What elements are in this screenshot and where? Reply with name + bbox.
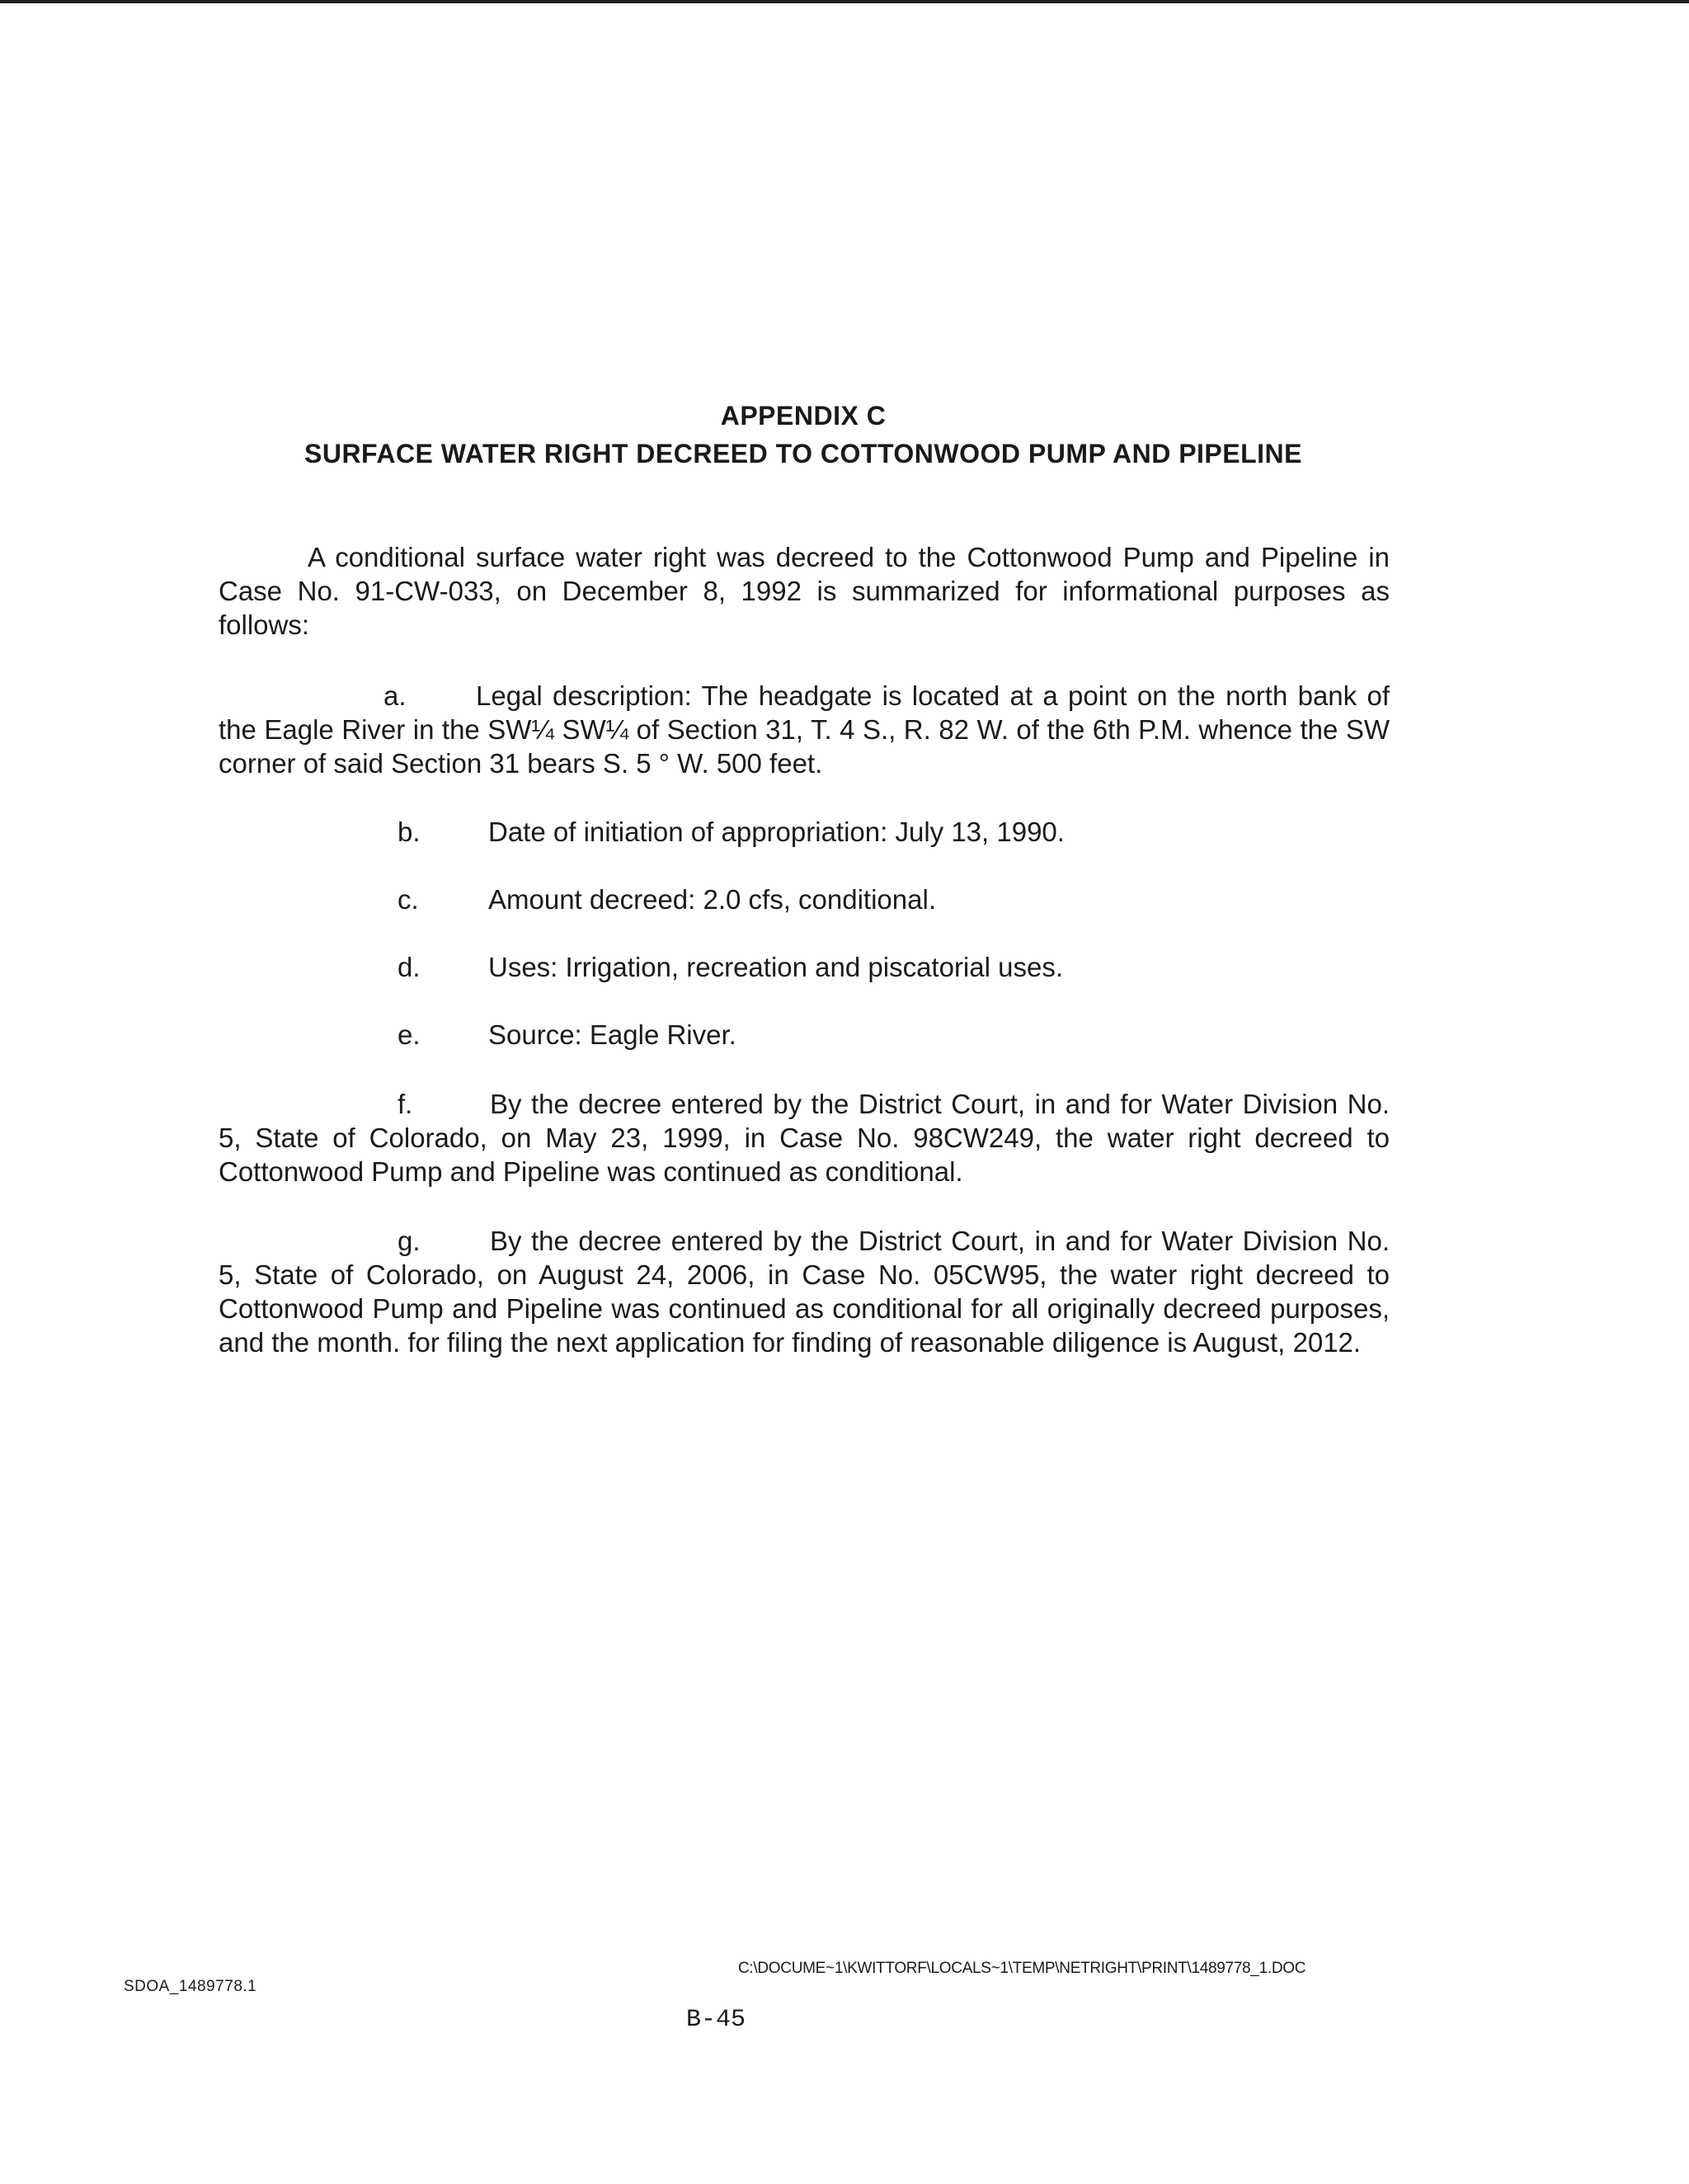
item-a-marker: a. [383,680,407,711]
item-b-marker: b. [398,817,421,847]
item-c [398,883,936,916]
item-e [398,1018,736,1052]
item-b-text: Date of initiation of appropriation: July 13, 1990. [488,817,1065,847]
item-f [219,1087,1390,1188]
item-d-marker: d. [398,952,421,982]
item-d [398,950,1063,984]
footer-file-path: C:\DOCUME~1\KWITTORF\LOCALS~1\TEMP\NETRIGHT\PRINT\1489778_1.DOC [738,1960,1306,1977]
appendix-subtitle: SURFACE WATER RIGHT DECREED TO COTTONWOOD PUMP AND PIPELINE [303,439,1302,468]
item-g-marker: g. [398,1226,421,1256]
intro-paragraph: A conditional surface water right was decreed to the Cottonwood Pump and Pipeline in Case No. 91-CW-033, on December 8, 1992 is summarized for informational purposes as follows: [219,542,1390,640]
top-border-rule [0,0,1689,3]
item-g [219,1224,1390,1359]
item-c-marker: c. [398,884,419,915]
item-d-text: Uses: Irrigation, recreation and piscatorial uses. [488,952,1063,982]
item-a [219,679,1390,780]
item-f-text: By the decree entered by the District Court, in and for Water Division No. 5, State of Colorado, on May 23, 1999, in Case No. 98CW249, the water right decreed to Cottonwood Pump and Pipeline was continued as conditional. [219,1089,1390,1187]
item-g-text: By the decree entered by the District Court, in and for Water Division No. 5, State of Colorado, on August 24, 2006, in Case No. 05CW95, the water right decreed to Cottonwood Pump and Pipeline was continued as conditional for all originally decreed purposes, and the month. for filing the next application for finding of reasonable diligence is August, 2012. [219,1226,1390,1358]
item-e-marker: e. [398,1019,421,1050]
item-c-text: Amount decreed: 2.0 cfs, conditional. [488,884,936,915]
item-f-marker: f. [398,1089,413,1119]
item-b [398,815,1065,849]
appendix-title: APPENDIX C [720,401,887,431]
item-e-text: Source: Eagle River. [488,1019,736,1050]
footer-doc-id: SDOA_1489778.1 [124,1978,257,1995]
page-number: B-45 [686,2006,746,2034]
item-a-text: Legal description: The headgate is located at a point on the north bank of the Eagle River in the SW¼ SW¼ of Section 31, T. 4 S., R. 82 W. of the 6th P.M. whence the SW corner of said Section 31 bears S. 5 ° W. 500 feet. [219,680,1390,779]
